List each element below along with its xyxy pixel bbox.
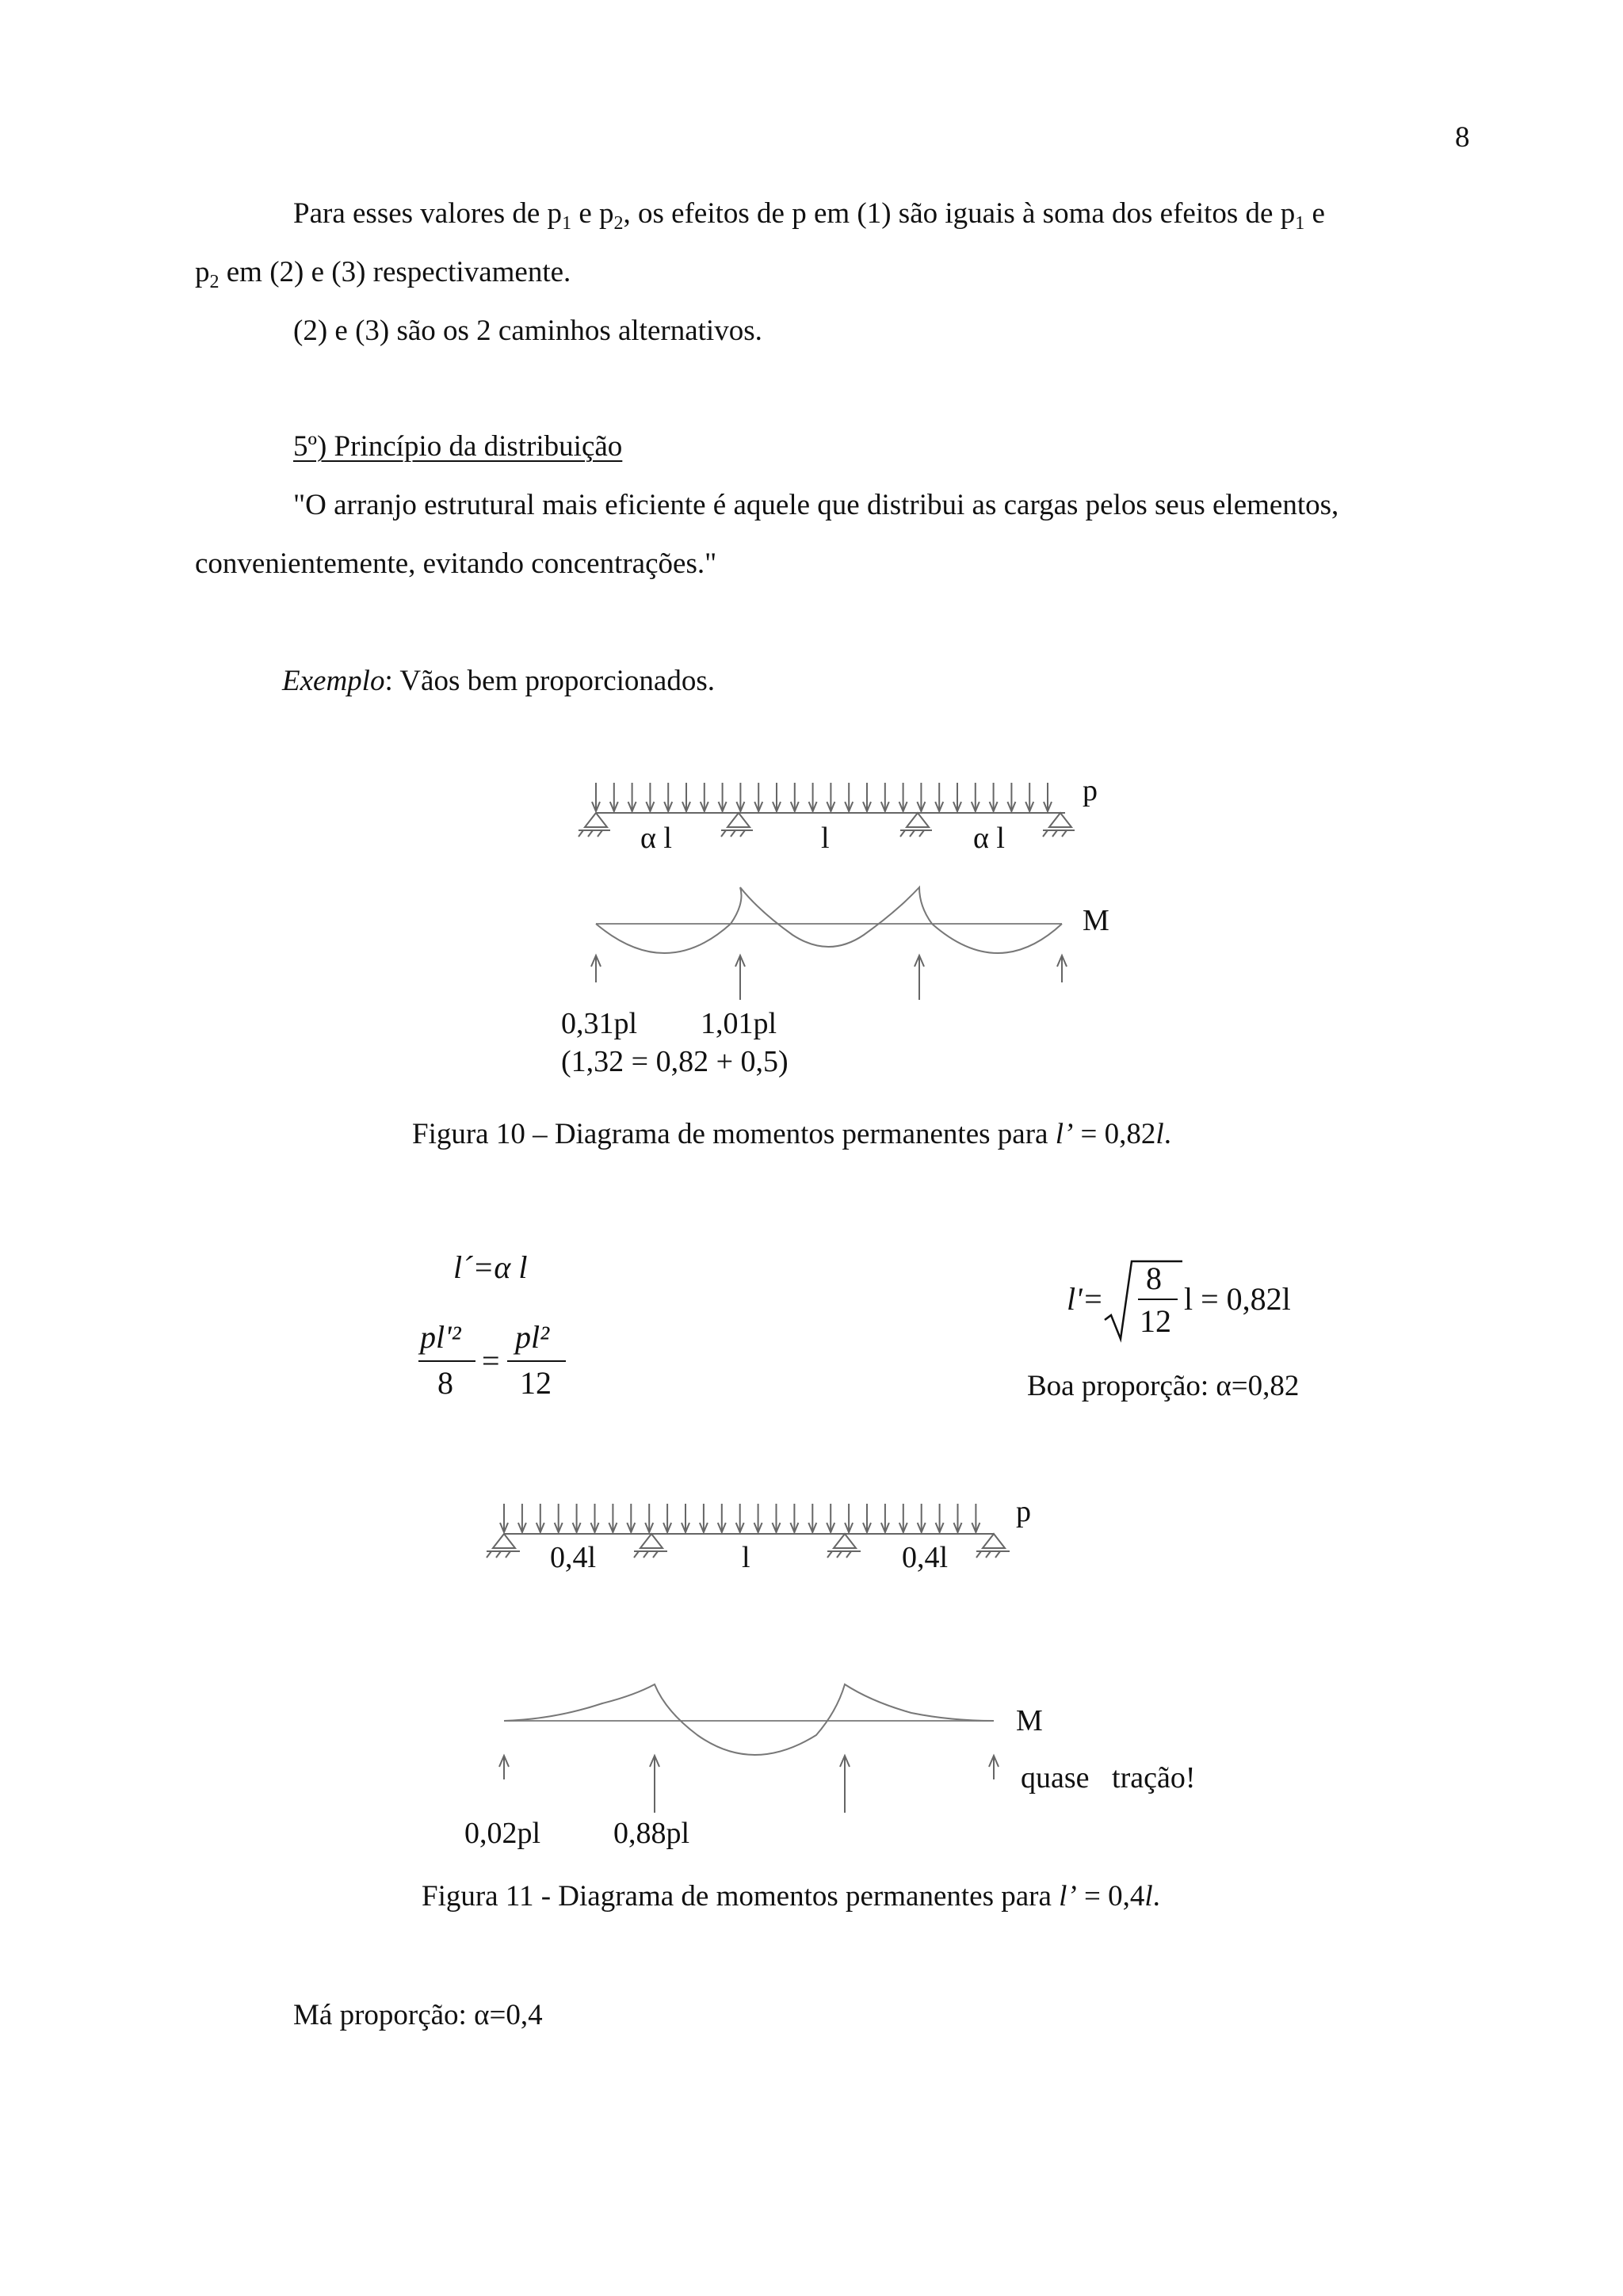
caption-var: l: [1144, 1880, 1153, 1913]
fig11-reaction-arrow: [499, 1756, 509, 1779]
fig11-reaction-arrow: [840, 1756, 850, 1813]
text: e p: [571, 197, 614, 230]
caption-var: l’: [1055, 1118, 1074, 1150]
fig10-span-label: α l: [640, 822, 672, 855]
subscript: 1: [562, 213, 572, 234]
bad-proportion: Má proporção: α=0,4: [293, 1999, 543, 2031]
fig11-load-arrows: [500, 1504, 980, 1532]
formula-denominator: 8: [437, 1365, 453, 1401]
fig10-support: [900, 813, 932, 837]
formula-numerator: pl'²: [420, 1319, 461, 1355]
section-title: 5º) Princípio da distribuição: [293, 430, 623, 463]
good-proportion: Boa proporção: α=0,82: [1027, 1370, 1300, 1402]
fig10-moment-label: M: [1083, 904, 1109, 937]
fig11-note: quase tração!: [1021, 1761, 1196, 1794]
fig11-value: 0,02pl: [464, 1817, 541, 1850]
fig11-support: [976, 1534, 1010, 1558]
formula-sqrt-denominator: 12: [1140, 1303, 1171, 1339]
formula-equals: =: [482, 1343, 500, 1379]
text: Para esses valores de p: [293, 197, 563, 230]
fig10-load-arrows: [592, 783, 1052, 811]
fig11-support: [634, 1534, 667, 1558]
fig10-span-label: l: [821, 822, 830, 855]
fig10-span-label: α l: [973, 822, 1005, 855]
subscript: 2: [613, 213, 624, 234]
fig11-span-label: l: [742, 1541, 750, 1574]
caption-text: .: [1152, 1880, 1160, 1913]
fig11-span-label: 0,4l: [902, 1541, 949, 1574]
quote-line: convenientemente, evitando concentrações.": [195, 547, 717, 580]
formula-numerator: pl²: [515, 1319, 550, 1355]
fig10-value: 1,01pl: [701, 1007, 777, 1040]
fig11-value: 0,88pl: [613, 1817, 690, 1850]
fig10-reaction-arrow: [591, 955, 601, 982]
fig11-reaction-arrow: [650, 1756, 659, 1813]
caption-text: = 0,4: [1076, 1880, 1145, 1913]
example-label: Exemplo: [282, 665, 385, 697]
caption-text: .: [1163, 1118, 1171, 1150]
fig10-reaction-arrow: [915, 955, 924, 1000]
paragraph-line: (2) e (3) são os 2 caminhos alternativos.: [293, 315, 762, 347]
formula-sqrt-numerator: 8: [1146, 1261, 1162, 1296]
example-text: : Vãos bem proporcionados.: [384, 665, 715, 697]
caption-var: l: [1155, 1118, 1164, 1150]
fig10-load-label: p: [1083, 774, 1098, 807]
fig11-span-label: 0,4l: [550, 1541, 597, 1574]
fig11-moment-label: M: [1016, 1704, 1043, 1737]
text: , os efeitos de p em (1) são iguais à soma dos efeitos de p: [623, 197, 1296, 230]
fig10-support: [721, 813, 753, 837]
figure-10-caption: [412, 1117, 1171, 1152]
text: p: [195, 256, 210, 288]
fig10-support: [1043, 813, 1075, 837]
formula-sqrt-right: l = 0,82l: [1184, 1281, 1291, 1317]
fig10-reaction-arrow: [735, 955, 745, 1000]
formula-sqrt-left: l'=: [1067, 1281, 1104, 1317]
quote-line: "O arranjo estrutural mais eficiente é aquele que distribui as cargas pelos seus elementos,: [293, 489, 1339, 521]
fig11-support: [827, 1534, 861, 1558]
caption-var: l’: [1059, 1880, 1077, 1913]
text: e: [1304, 197, 1325, 230]
caption-text: = 0,82: [1073, 1118, 1156, 1150]
fig10-value: (1,32 = 0,82 + 0,5): [561, 1045, 789, 1078]
fig10-moment-curve: [596, 887, 1062, 953]
subscript: 2: [209, 272, 220, 292]
figure-11-caption: [422, 1879, 1160, 1914]
fig11-moment-curve: [504, 1684, 994, 1755]
caption-text: Figura 10 – Diagrama de momentos permanentes para: [412, 1118, 1056, 1150]
formula-alpha: l´=α l: [453, 1249, 528, 1285]
caption-text: Figura 11 - Diagrama de momentos permanentes para: [422, 1880, 1060, 1913]
page-number: 8: [1455, 121, 1470, 154]
subscript: 1: [1295, 213, 1305, 234]
fig11-support: [487, 1534, 520, 1558]
fig10-reaction-arrow: [1057, 955, 1067, 982]
fig10-value: 0,31pl: [561, 1007, 638, 1040]
fig11-load-label: p: [1016, 1495, 1031, 1528]
fig11-reaction-arrow: [989, 1756, 999, 1779]
fig10-support: [579, 813, 610, 837]
formula-denominator: 12: [520, 1365, 552, 1401]
text: em (2) e (3) respectivamente.: [219, 256, 571, 288]
